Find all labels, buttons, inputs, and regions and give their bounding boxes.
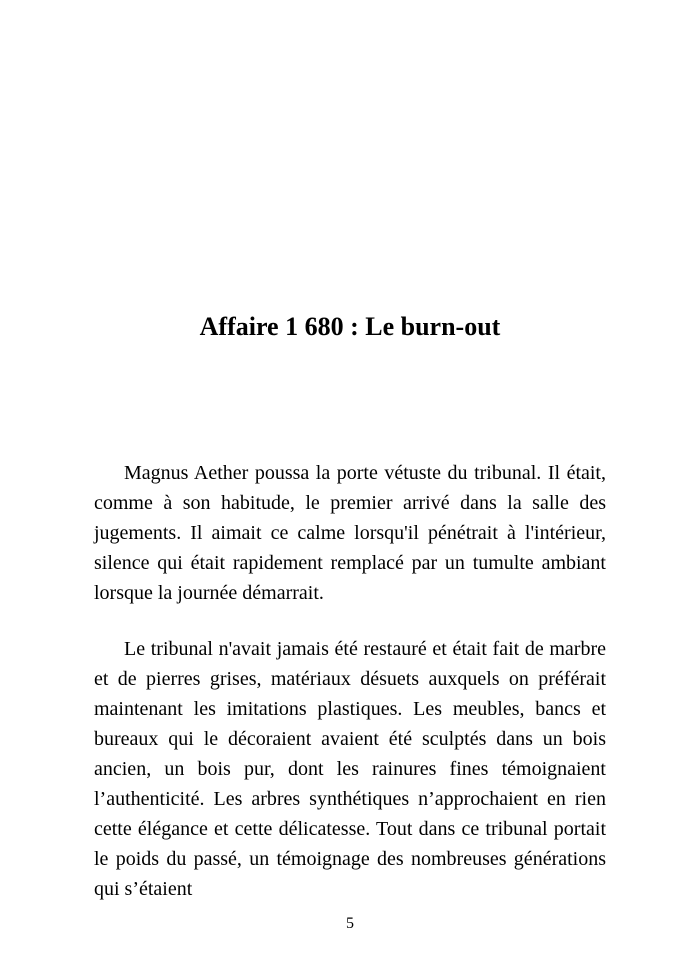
body-text	[94, 458, 606, 904]
page-number: 5	[346, 915, 354, 932]
paragraph-2: Le tribunal n'avait jamais été restauré et était fait de marbre et de pierres grises, matériaux désuets auxquels on préférait maintenant les imitations plastiques. Les meubles, bancs et bureaux qui le décoraient avaient été sculptés dans un bois ancien, un bois pur, dont les rainures fines témoignaient l’authenticité. Les arbres synthétiques n’approchaient en rien cette élégance et cette délicatesse. Tout dans ce tribunal portait le poids du passé, un témoignage des nombreuses générations qui s’étaient	[94, 638, 606, 900]
paragraph-1: Magnus Aether poussa la porte vétuste du tribunal. Il était, comme à son habitude, le premier arrivé dans la salle des jugements. Il aimait ce calme lorsqu'il pénétrait à l'intérieur, silence qui était rapidement remplacé par un tumulte ambiant lorsque la journée démarrait.	[94, 462, 606, 604]
chapter-title: Affaire 1 680 : Le burn-out	[199, 312, 501, 341]
